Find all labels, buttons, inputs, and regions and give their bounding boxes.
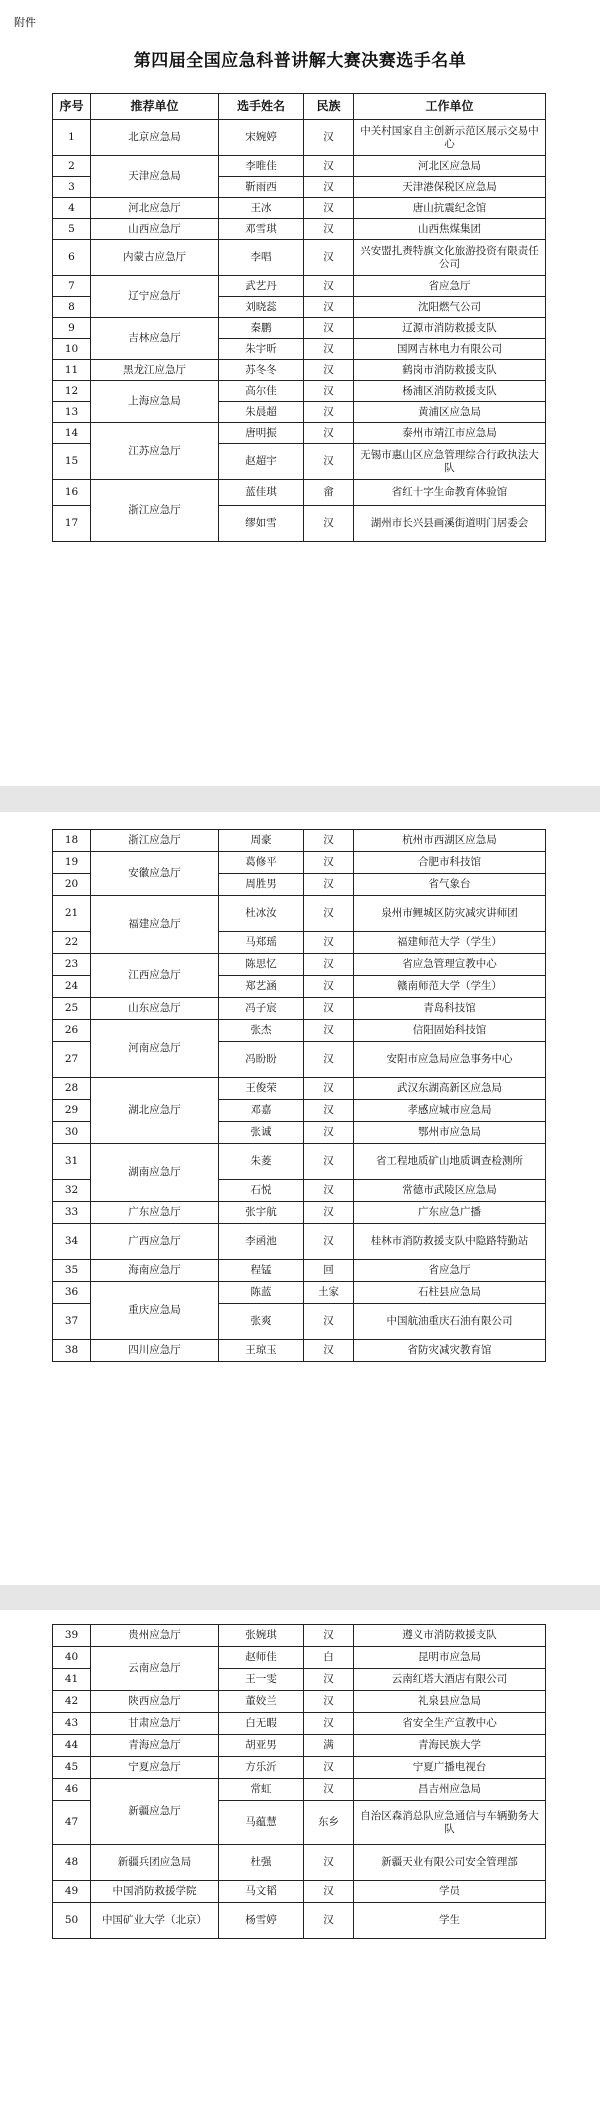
- cell-recommending-unit: 上海应急局: [91, 381, 219, 423]
- cell-index: 48: [53, 1845, 91, 1881]
- cell-workplace: 省安全生产宣教中心: [354, 1713, 546, 1735]
- cell-contestant-name: 郑艺涵: [219, 976, 304, 998]
- table-row: [53, 276, 546, 297]
- attachment-label: 附件: [14, 16, 36, 29]
- cell-contestant-name: 李唱: [219, 240, 304, 276]
- cell-recommending-unit: 中国矿业大学（北京）: [91, 1903, 219, 1939]
- cell-contestant-name: 刘晓蕊: [219, 297, 304, 318]
- cell-contestant-name: 苏冬冬: [219, 360, 304, 381]
- cell-index: 22: [53, 932, 91, 954]
- cell-index: 40: [53, 1647, 91, 1669]
- cell-workplace: 孝感应城市应急局: [354, 1100, 546, 1122]
- cell-contestant-name: 杜强: [219, 1845, 304, 1881]
- page-gap: [0, 786, 600, 812]
- cell-recommending-unit: 云南应急厅: [91, 1647, 219, 1691]
- cell-ethnicity: 畲: [304, 480, 354, 506]
- cell-ethnicity: 汉: [304, 976, 354, 998]
- cell-recommending-unit: 青海应急厅: [91, 1735, 219, 1757]
- cell-workplace: 常德市武陵区应急局: [354, 1180, 546, 1202]
- cell-ethnicity: 汉: [304, 1304, 354, 1340]
- cell-workplace: 自治区森消总队应急通信与车辆勤务大队: [354, 1801, 546, 1845]
- table-row: [53, 1903, 546, 1939]
- cell-ethnicity: 汉: [304, 998, 354, 1020]
- cell-contestant-name: 常虹: [219, 1779, 304, 1801]
- cell-workplace: 安阳市应急局应急事务中心: [354, 1042, 546, 1078]
- cell-recommending-unit: 新疆兵团应急局: [91, 1845, 219, 1881]
- cell-workplace: 遵义市消防救援支队: [354, 1625, 546, 1647]
- table-row: [53, 318, 546, 339]
- cell-recommending-unit: 北京应急局: [91, 120, 219, 156]
- cell-contestant-name: 陈蓝: [219, 1282, 304, 1304]
- cell-index: 3: [53, 177, 91, 198]
- cell-recommending-unit: 四川应急厅: [91, 1340, 219, 1362]
- cell-workplace: 国网吉林电力有限公司: [354, 339, 546, 360]
- table-row: [53, 1735, 546, 1757]
- contestant-table-page-1: [52, 93, 546, 542]
- cell-ethnicity: 汉: [304, 297, 354, 318]
- cell-index: 1: [53, 120, 91, 156]
- cell-recommending-unit: 江西应急厅: [91, 954, 219, 998]
- cell-recommending-unit: 陕西应急厅: [91, 1691, 219, 1713]
- cell-ethnicity: 汉: [304, 423, 354, 444]
- cell-workplace: 昌吉州应急局: [354, 1779, 546, 1801]
- cell-workplace: 鹤岗市消防救援支队: [354, 360, 546, 381]
- cell-contestant-name: 王一雯: [219, 1669, 304, 1691]
- cell-recommending-unit: 新疆应急厅: [91, 1779, 219, 1845]
- cell-index: 17: [53, 506, 91, 542]
- cell-recommending-unit: 浙江应急厅: [91, 480, 219, 542]
- table-row: [53, 219, 546, 240]
- cell-index: 13: [53, 402, 91, 423]
- cell-workplace: 青岛科技馆: [354, 998, 546, 1020]
- cell-contestant-name: 张婉琪: [219, 1625, 304, 1647]
- cell-ethnicity: 汉: [304, 276, 354, 297]
- cell-recommending-unit: 福建应急厅: [91, 896, 219, 954]
- cell-ethnicity: 汉: [304, 198, 354, 219]
- cell-workplace: 杭州市西湖区应急局: [354, 830, 546, 852]
- cell-contestant-name: 王俊荣: [219, 1078, 304, 1100]
- cell-workplace: 中国航油重庆石油有限公司: [354, 1304, 546, 1340]
- cell-contestant-name: 周豪: [219, 830, 304, 852]
- cell-ethnicity: 汉: [304, 1144, 354, 1180]
- cell-contestant-name: 王琼玉: [219, 1340, 304, 1362]
- cell-contestant-name: 马文韬: [219, 1881, 304, 1903]
- cell-recommending-unit: 山东应急厅: [91, 998, 219, 1020]
- table-row: [53, 1282, 546, 1304]
- cell-workplace: 宁夏广播电视台: [354, 1757, 546, 1779]
- table-header-row: [53, 94, 546, 120]
- cell-recommending-unit: 安徽应急厅: [91, 852, 219, 896]
- cell-contestant-name: 朱菱: [219, 1144, 304, 1180]
- table-row: [53, 1713, 546, 1735]
- cell-recommending-unit: 河北应急厅: [91, 198, 219, 219]
- cell-contestant-name: 石悦: [219, 1180, 304, 1202]
- table-row: [53, 852, 546, 874]
- table-row: [53, 1144, 546, 1180]
- cell-recommending-unit: 宁夏应急厅: [91, 1757, 219, 1779]
- cell-ethnicity: 汉: [304, 177, 354, 198]
- cell-recommending-unit: 山西应急厅: [91, 219, 219, 240]
- cell-ethnicity: 汉: [304, 1202, 354, 1224]
- cell-index: 5: [53, 219, 91, 240]
- cell-workplace: 福建师范大学（学生）: [354, 932, 546, 954]
- cell-index: 28: [53, 1078, 91, 1100]
- table-row: [53, 1625, 546, 1647]
- cell-contestant-name: 唐明振: [219, 423, 304, 444]
- cell-ethnicity: 汉: [304, 1903, 354, 1939]
- cell-ethnicity: 汉: [304, 444, 354, 480]
- cell-workplace: 唐山抗震纪念馆: [354, 198, 546, 219]
- cell-ethnicity: 汉: [304, 1180, 354, 1202]
- cell-workplace: 石柱县应急局: [354, 1282, 546, 1304]
- cell-contestant-name: 周胜男: [219, 874, 304, 896]
- cell-ethnicity: 汉: [304, 954, 354, 976]
- cell-index: 2: [53, 156, 91, 177]
- cell-ethnicity: 汉: [304, 318, 354, 339]
- cell-ethnicity: 汉: [304, 1224, 354, 1260]
- cell-index: 39: [53, 1625, 91, 1647]
- header-unit: 推荐单位: [91, 94, 219, 120]
- cell-ethnicity: 汉: [304, 1845, 354, 1881]
- cell-workplace: 青海民族大学: [354, 1735, 546, 1757]
- cell-ethnicity: 汉: [304, 1691, 354, 1713]
- cell-contestant-name: 张诚: [219, 1122, 304, 1144]
- cell-workplace: 鄂州市应急局: [354, 1122, 546, 1144]
- cell-contestant-name: 邓嘉: [219, 1100, 304, 1122]
- cell-index: 18: [53, 830, 91, 852]
- table-row: [53, 1691, 546, 1713]
- cell-contestant-name: 董姣兰: [219, 1691, 304, 1713]
- cell-index: 43: [53, 1713, 91, 1735]
- cell-ethnicity: 汉: [304, 1669, 354, 1691]
- cell-index: 25: [53, 998, 91, 1020]
- header-name: 选手姓名: [219, 94, 304, 120]
- cell-index: 45: [53, 1757, 91, 1779]
- cell-contestant-name: 方乐沂: [219, 1757, 304, 1779]
- table-row: [53, 360, 546, 381]
- cell-index: 29: [53, 1100, 91, 1122]
- cell-workplace: 礼泉县应急局: [354, 1691, 546, 1713]
- cell-ethnicity: 汉: [304, 1042, 354, 1078]
- contestant-table-page-3: [52, 1624, 546, 1939]
- cell-index: 41: [53, 1669, 91, 1691]
- cell-index: 50: [53, 1903, 91, 1939]
- cell-ethnicity: 东乡: [304, 1801, 354, 1845]
- cell-workplace: 省应急厅: [354, 276, 546, 297]
- cell-index: 42: [53, 1691, 91, 1713]
- cell-workplace: 杨浦区消防救援支队: [354, 381, 546, 402]
- cell-workplace: 省应急厅: [354, 1260, 546, 1282]
- cell-contestant-name: 朱晨超: [219, 402, 304, 423]
- cell-workplace: 山西焦煤集团: [354, 219, 546, 240]
- table-row: [53, 1202, 546, 1224]
- cell-recommending-unit: 湖北应急厅: [91, 1078, 219, 1144]
- cell-workplace: 学员: [354, 1881, 546, 1903]
- cell-recommending-unit: 甘肃应急厅: [91, 1713, 219, 1735]
- cell-index: 46: [53, 1779, 91, 1801]
- cell-index: 23: [53, 954, 91, 976]
- cell-workplace: 学生: [354, 1903, 546, 1939]
- cell-workplace: 泉州市鲤城区防灾减灾讲师团: [354, 896, 546, 932]
- cell-index: 6: [53, 240, 91, 276]
- cell-workplace: 沈阳燃气公司: [354, 297, 546, 318]
- cell-workplace: 广东应急广播: [354, 1202, 546, 1224]
- table-row: [53, 830, 546, 852]
- cell-ethnicity: 汉: [304, 896, 354, 932]
- cell-ethnicity: 汉: [304, 156, 354, 177]
- cell-workplace: 信阳固始科技馆: [354, 1020, 546, 1042]
- cell-index: 8: [53, 297, 91, 318]
- table-row: [53, 1340, 546, 1362]
- cell-index: 44: [53, 1735, 91, 1757]
- cell-ethnicity: 汉: [304, 874, 354, 896]
- cell-index: 12: [53, 381, 91, 402]
- cell-ethnicity: 汉: [304, 830, 354, 852]
- cell-contestant-name: 杜冰汝: [219, 896, 304, 932]
- contestant-table-page-2: [52, 829, 546, 1362]
- cell-index: 20: [53, 874, 91, 896]
- cell-contestant-name: 李函池: [219, 1224, 304, 1260]
- cell-workplace: 河北区应急局: [354, 156, 546, 177]
- cell-contestant-name: 宋婉婷: [219, 120, 304, 156]
- cell-ethnicity: 汉: [304, 360, 354, 381]
- cell-ethnicity: 汉: [304, 852, 354, 874]
- cell-ethnicity: 汉: [304, 381, 354, 402]
- cell-contestant-name: 白无暇: [219, 1713, 304, 1735]
- header-workplace: 工作单位: [354, 94, 546, 120]
- cell-workplace: 省工程地质矿山地质调查检测所: [354, 1144, 546, 1180]
- cell-ethnicity: 汉: [304, 1340, 354, 1362]
- cell-ethnicity: 汉: [304, 339, 354, 360]
- cell-index: 32: [53, 1180, 91, 1202]
- cell-contestant-name: 张杰: [219, 1020, 304, 1042]
- cell-ethnicity: 汉: [304, 506, 354, 542]
- table-row: [53, 896, 546, 932]
- cell-ethnicity: 汉: [304, 1078, 354, 1100]
- table-row: [53, 198, 546, 219]
- cell-recommending-unit: 海南应急厅: [91, 1260, 219, 1282]
- cell-workplace: 省应急管理宣教中心: [354, 954, 546, 976]
- cell-index: 37: [53, 1304, 91, 1340]
- table-row: [53, 954, 546, 976]
- cell-ethnicity: 汉: [304, 1020, 354, 1042]
- cell-index: 11: [53, 360, 91, 381]
- cell-ethnicity: 汉: [304, 1100, 354, 1122]
- cell-contestant-name: 缪如雪: [219, 506, 304, 542]
- cell-workplace: 天津港保税区应急局: [354, 177, 546, 198]
- cell-index: 34: [53, 1224, 91, 1260]
- cell-index: 30: [53, 1122, 91, 1144]
- cell-workplace: 武汉东湖高新区应急局: [354, 1078, 546, 1100]
- cell-index: 49: [53, 1881, 91, 1903]
- cell-ethnicity: 汉: [304, 932, 354, 954]
- cell-index: 16: [53, 480, 91, 506]
- cell-index: 33: [53, 1202, 91, 1224]
- table-row: [53, 1757, 546, 1779]
- cell-contestant-name: 靳雨西: [219, 177, 304, 198]
- cell-index: 31: [53, 1144, 91, 1180]
- table-row: [53, 1078, 546, 1100]
- cell-ethnicity: 汉: [304, 120, 354, 156]
- table-row: [53, 1881, 546, 1903]
- table-row: [53, 1020, 546, 1042]
- table-row: [53, 1224, 546, 1260]
- cell-workplace: 省气象台: [354, 874, 546, 896]
- cell-workplace: 无锡市惠山区应急管理综合行政执法大队: [354, 444, 546, 480]
- cell-index: 7: [53, 276, 91, 297]
- cell-ethnicity: 汉: [304, 240, 354, 276]
- header-index: 序号: [53, 94, 91, 120]
- cell-contestant-name: 武艺丹: [219, 276, 304, 297]
- cell-recommending-unit: 江苏应急厅: [91, 423, 219, 480]
- cell-contestant-name: 张爽: [219, 1304, 304, 1340]
- cell-index: 24: [53, 976, 91, 998]
- cell-contestant-name: 蓝佳琪: [219, 480, 304, 506]
- cell-contestant-name: 赵超宇: [219, 444, 304, 480]
- cell-contestant-name: 王冰: [219, 198, 304, 219]
- cell-contestant-name: 张宇航: [219, 1202, 304, 1224]
- cell-ethnicity: 土家: [304, 1282, 354, 1304]
- table-body: [53, 830, 546, 1362]
- cell-contestant-name: 胡亚男: [219, 1735, 304, 1757]
- cell-workplace: 泰州市靖江市应急局: [354, 423, 546, 444]
- cell-ethnicity: 白: [304, 1647, 354, 1669]
- cell-ethnicity: 汉: [304, 219, 354, 240]
- cell-ethnicity: 汉: [304, 1779, 354, 1801]
- table-row: [53, 423, 546, 444]
- cell-workplace: 省防灾减灾教育馆: [354, 1340, 546, 1362]
- table-row: [53, 480, 546, 506]
- cell-recommending-unit: 河南应急厅: [91, 1020, 219, 1078]
- cell-index: 10: [53, 339, 91, 360]
- table-row: [53, 998, 546, 1020]
- cell-index: 15: [53, 444, 91, 480]
- cell-index: 19: [53, 852, 91, 874]
- header-ethnicity: 民族: [304, 94, 354, 120]
- cell-index: 21: [53, 896, 91, 932]
- cell-workplace: 中关村国家自主创新示范区展示交易中心: [354, 120, 546, 156]
- cell-recommending-unit: 内蒙古应急厅: [91, 240, 219, 276]
- cell-ethnicity: 汉: [304, 402, 354, 423]
- table-row: [53, 240, 546, 276]
- cell-ethnicity: 汉: [304, 1881, 354, 1903]
- cell-contestant-name: 陈思忆: [219, 954, 304, 976]
- cell-ethnicity: 满: [304, 1735, 354, 1757]
- cell-workplace: 省红十字生命教育体验馆: [354, 480, 546, 506]
- cell-contestant-name: 秦鹏: [219, 318, 304, 339]
- cell-index: 4: [53, 198, 91, 219]
- cell-index: 35: [53, 1260, 91, 1282]
- cell-workplace: 赣南师范大学（学生）: [354, 976, 546, 998]
- cell-recommending-unit: 黑龙江应急厅: [91, 360, 219, 381]
- cell-workplace: 新疆天业有限公司安全管理部: [354, 1845, 546, 1881]
- cell-workplace: 黄浦区应急局: [354, 402, 546, 423]
- cell-ethnicity: 回: [304, 1260, 354, 1282]
- cell-index: 9: [53, 318, 91, 339]
- page-gap: [0, 1585, 600, 1610]
- table-row: [53, 156, 546, 177]
- table-body: [53, 120, 546, 542]
- cell-index: 36: [53, 1282, 91, 1304]
- cell-index: 14: [53, 423, 91, 444]
- table-body: [53, 1625, 546, 1939]
- table-row: [53, 1779, 546, 1801]
- table-row: [53, 1845, 546, 1881]
- cell-recommending-unit: 广东应急厅: [91, 1202, 219, 1224]
- cell-index: 38: [53, 1340, 91, 1362]
- cell-index: 26: [53, 1020, 91, 1042]
- cell-recommending-unit: 吉林应急厅: [91, 318, 219, 360]
- cell-workplace: 兴安盟扎赉特旗文化旅游投资有限责任公司: [354, 240, 546, 276]
- cell-ethnicity: 汉: [304, 1122, 354, 1144]
- cell-workplace: 云南红塔大酒店有限公司: [354, 1669, 546, 1691]
- cell-recommending-unit: 辽宁应急厅: [91, 276, 219, 318]
- cell-contestant-name: 马蕴慧: [219, 1801, 304, 1845]
- cell-contestant-name: 朱宇昕: [219, 339, 304, 360]
- cell-workplace: 辽源市消防救援支队: [354, 318, 546, 339]
- cell-contestant-name: 赵师佳: [219, 1647, 304, 1669]
- cell-contestant-name: 李唯佳: [219, 156, 304, 177]
- table-row: [53, 120, 546, 156]
- cell-contestant-name: 程锰: [219, 1260, 304, 1282]
- cell-recommending-unit: 广西应急厅: [91, 1224, 219, 1260]
- cell-recommending-unit: 湖南应急厅: [91, 1144, 219, 1202]
- cell-workplace: 昆明市应急局: [354, 1647, 546, 1669]
- cell-contestant-name: 葛修平: [219, 852, 304, 874]
- cell-contestant-name: 冯盼盼: [219, 1042, 304, 1078]
- cell-recommending-unit: 中国消防救援学院: [91, 1881, 219, 1903]
- cell-recommending-unit: 重庆应急局: [91, 1282, 219, 1340]
- document-title: 第四届全国应急科普讲解大赛决赛选手名单: [133, 51, 467, 71]
- cell-recommending-unit: 天津应急局: [91, 156, 219, 198]
- cell-contestant-name: 马郑瑶: [219, 932, 304, 954]
- cell-workplace: 合肥市科技馆: [354, 852, 546, 874]
- cell-ethnicity: 汉: [304, 1713, 354, 1735]
- table-row: [53, 381, 546, 402]
- cell-recommending-unit: 贵州应急厅: [91, 1625, 219, 1647]
- cell-contestant-name: 杨雪婷: [219, 1903, 304, 1939]
- cell-contestant-name: 邓雪琪: [219, 219, 304, 240]
- cell-ethnicity: 汉: [304, 1625, 354, 1647]
- cell-recommending-unit: 浙江应急厅: [91, 830, 219, 852]
- cell-contestant-name: 高尔佳: [219, 381, 304, 402]
- cell-workplace: 桂林市消防救援支队中隐路特勤站: [354, 1224, 546, 1260]
- cell-index: 27: [53, 1042, 91, 1078]
- cell-contestant-name: 冯子宸: [219, 998, 304, 1020]
- table-row: [53, 1647, 546, 1669]
- cell-ethnicity: 汉: [304, 1757, 354, 1779]
- cell-index: 47: [53, 1801, 91, 1845]
- table-row: [53, 1260, 546, 1282]
- cell-workplace: 湖州市长兴县画溪街道明门居委会: [354, 506, 546, 542]
